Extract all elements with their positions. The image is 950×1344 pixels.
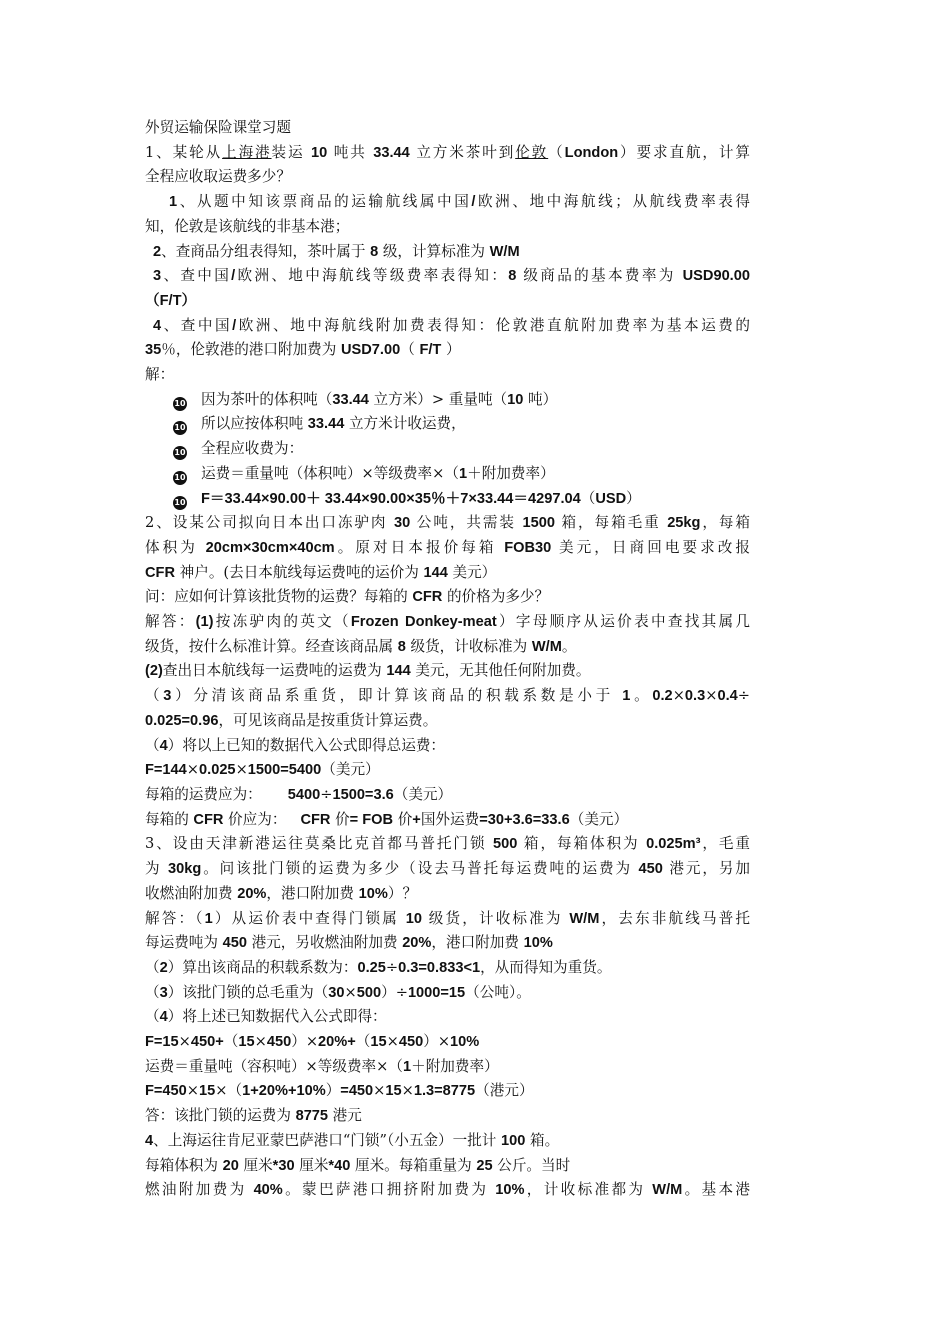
text: (2) (145, 663, 163, 680)
formula: F＝33.44×90.00＋ 33.44×90.00×35％＋7×33.44＝4297.04 (201, 490, 581, 507)
number: 20% (402, 935, 432, 952)
q3-answer-3 (145, 981, 750, 1006)
number: 25kg (667, 515, 701, 532)
text: W/M (569, 910, 600, 927)
q3-line-3 (145, 882, 750, 907)
text: 、设由天津新港运往莫桑比克首都马普托门锁 (154, 835, 494, 853)
text: 燃油附加费为 (145, 1181, 254, 1199)
text: ，从而得知为重货。 (480, 958, 612, 976)
q1-bullet-1 (145, 388, 750, 413)
formula: 1000=15 (407, 984, 466, 1001)
text: ）÷ (381, 983, 408, 1001)
text: 箱，每箱毛重 (554, 514, 668, 532)
text: / (231, 268, 236, 285)
text: 按冻驴肉的英文（ (213, 613, 351, 631)
text: ÷ (737, 687, 750, 705)
text: 级商品的基本费率为 (516, 267, 683, 285)
number: 1 (458, 465, 468, 482)
q2-formula-total (145, 758, 750, 783)
number: 33.44 (307, 416, 345, 433)
text: + (412, 811, 421, 828)
text: FOB30 (504, 539, 552, 556)
text: 因为茶叶的体积吨（ (201, 390, 333, 408)
number: 4 (159, 737, 168, 754)
text: ÷ (320, 785, 333, 803)
text: W/M (489, 243, 520, 260)
text: 所以应按体积吨 (201, 415, 308, 433)
number: 30kg (168, 861, 202, 878)
q2-answer-3-cont (145, 709, 750, 734)
formula: 0.3=0.833<1 (398, 959, 481, 976)
formula: =30+3.6=33.6 (479, 811, 570, 828)
number: 450 (398, 1034, 424, 1051)
text: ） (441, 341, 461, 359)
number: 450 (266, 1034, 292, 1051)
q1-bullet-5 (145, 487, 750, 512)
text: 箱。 (525, 1131, 560, 1149)
text: 。基本港 (682, 1181, 751, 1199)
text: ）从运价表中查得门锁属 (212, 909, 406, 927)
text: = FOB (349, 811, 394, 828)
text: × (235, 761, 248, 779)
text: London (564, 144, 619, 161)
text: 吨） (523, 390, 558, 408)
text: CFR (193, 811, 224, 828)
number: 1 (169, 194, 178, 211)
text: 查出日本航线每一运费吨的运费为 (162, 662, 387, 680)
q3-answer-1 (145, 907, 750, 932)
text: × (254, 1033, 267, 1051)
circled-number-icon: 10 (173, 446, 187, 460)
q1-line-1 (145, 141, 750, 166)
text: （公吨）。 (465, 983, 531, 1001)
q3-formula-1 (145, 1030, 750, 1055)
formula: 1500=5400 (247, 762, 322, 779)
text: CFR (412, 589, 443, 606)
city-london: 伦敦 (515, 143, 549, 161)
text: F/T (419, 342, 442, 359)
text: （ (145, 687, 164, 705)
formula: =450 (340, 1083, 374, 1100)
text: 、查中国 (161, 316, 233, 334)
text: 港元 (328, 1107, 362, 1125)
formula: F=15 (145, 1034, 179, 1051)
text: ）字母顺序从运价表中查找其属几 (496, 613, 750, 631)
formula: 450+ (190, 1034, 224, 1051)
text: 港元，另收燃油附加费 (246, 934, 403, 952)
text: ，可见该商品是按重货计算运费。 (218, 711, 438, 729)
formula: 0.025 (199, 762, 236, 779)
circled-number-icon: 10 (173, 496, 187, 510)
text: 每箱的 (145, 810, 194, 828)
text: 级货，按什么标准计算。经查该商品属 (145, 637, 398, 655)
text: 运费＝重量吨（容积吨）×等级费率×（ (145, 1057, 403, 1075)
text: × (401, 1082, 414, 1100)
text: ，计收标准都为 (524, 1181, 653, 1199)
q1-bullet-2 (145, 412, 750, 437)
text: ，去东非航线马普托 (599, 909, 751, 927)
number: 10 (507, 391, 524, 408)
q1-step-3-cont: （F/T） (145, 292, 197, 309)
number: 4 (153, 317, 162, 334)
number: 0.3 (684, 688, 706, 705)
formula: 1+20%+10% (242, 1083, 326, 1100)
formula: F=144 (145, 762, 187, 779)
q1-step-1-cont: 知，伦敦是该航线的非基本港； (145, 217, 350, 235)
text: W/M (531, 638, 562, 655)
q1-step-4 (145, 314, 750, 339)
q2-answer-4 (145, 734, 750, 759)
text: 答：该批门锁的运费为 (145, 1107, 296, 1125)
text: ） (626, 489, 641, 507)
q4-line-1 (145, 1129, 750, 1154)
text: 。原对日本报价每箱 (334, 538, 505, 556)
text: 级货，计收标准为 (405, 637, 532, 655)
text: 为 (145, 860, 169, 878)
q2-answer-1 (145, 610, 750, 635)
number: *40 (328, 1157, 351, 1174)
q4-line-2 (145, 1154, 750, 1179)
text: 1、某轮从 (145, 143, 223, 161)
text: × (373, 1082, 386, 1100)
q3-conclusion (145, 1104, 750, 1129)
text: ）？ (387, 884, 418, 902)
text: 问：应如何计算该批货物的运费？每箱的 (145, 588, 413, 606)
text: （ (400, 341, 420, 359)
number: 33.44 (332, 391, 369, 408)
q2-per-box-cfr (145, 808, 750, 833)
text: （ (145, 983, 160, 1001)
q1-step-4-cont (145, 338, 750, 363)
text: 欧洲、地中海航线；从航线费率表得 (475, 193, 750, 211)
text: 解答：（ (145, 909, 205, 927)
q4-line-3 (145, 1178, 750, 1203)
number: 8 (397, 638, 406, 655)
q1-bullet-3 (145, 437, 750, 462)
number: 500 (356, 984, 382, 1001)
q3-answer-1-cont (145, 931, 750, 956)
text: ＋附加费率） (411, 1057, 499, 1075)
text: （ (223, 1033, 239, 1051)
text: CFR (145, 564, 175, 581)
number: 1 (402, 1058, 412, 1075)
text: （ (580, 489, 596, 507)
text: ）将上述已知数据代入公式即得： (167, 1008, 387, 1026)
text: （美元） (321, 761, 380, 779)
number: 144 (423, 564, 448, 581)
text: （美元） (569, 810, 629, 828)
text: ）× (291, 1033, 319, 1051)
number: 500 (493, 836, 518, 853)
number: 0.25 (357, 959, 386, 976)
number: 10% (523, 935, 553, 952)
text: 2 (145, 514, 155, 532)
text: ％，伦敦港的港口附加费为 (161, 341, 341, 359)
text: ）× (423, 1033, 451, 1051)
text: USD90.00 (682, 268, 750, 285)
text: 。 (630, 687, 653, 705)
text: 收燃油附加费 (145, 884, 238, 902)
text: 立方米） (368, 390, 432, 408)
number: 10 (405, 910, 422, 927)
text: 每箱体积为 (145, 1156, 223, 1174)
text: 解答： (145, 613, 196, 631)
q1-step-3 (145, 264, 750, 289)
text: 运费＝重量吨（体积吨）×等级费率×（ (201, 464, 459, 482)
q2-per-box-freight (145, 783, 750, 808)
text: 每运费吨为 (145, 934, 223, 952)
q2-question (145, 585, 750, 610)
text: ＋附加费率） (467, 464, 555, 482)
formula: 1.3=8775 (413, 1083, 476, 1100)
number: 40% (253, 1182, 283, 1199)
text: 级货，计收标准为 (421, 909, 570, 927)
text: 吨共 (327, 143, 374, 161)
text: （美元） (393, 785, 453, 803)
number: 2 (153, 243, 162, 260)
text: 价 (393, 810, 413, 828)
text: 、查中国 (161, 267, 232, 285)
text: / (232, 317, 237, 334)
text: 欧洲、地中海航线附加费表得知：伦敦港直航附加费率为基本运费的 (236, 316, 750, 334)
q1-line-2: 全程应收取运费多少？ (145, 168, 291, 186)
number: 0.025m³ (646, 836, 701, 853)
circled-number-icon: 10 (173, 421, 187, 435)
number: 15 (238, 1034, 255, 1051)
text: 的价格为多少？ (442, 588, 550, 606)
q2-line-1 (145, 511, 750, 536)
text: ，每箱 (700, 514, 751, 532)
q3-formula-general (145, 1055, 750, 1080)
text: W/M (652, 1182, 683, 1199)
number: 10% (495, 1182, 525, 1199)
number: 15 (199, 1083, 216, 1100)
text: 箱，每箱体积为 (517, 835, 647, 853)
text: ×（ (215, 1082, 243, 1100)
text: 级，计算标准为 (378, 242, 490, 260)
text: 、查商品分组表得知，茶叶属于 (161, 242, 371, 260)
q2-answer-3 (145, 684, 750, 709)
number: 8775 (295, 1108, 329, 1125)
number: 10% (358, 885, 388, 902)
number: 5400 (287, 786, 321, 803)
q2-answer-2 (145, 659, 750, 684)
text: 体积为 (145, 538, 206, 556)
number: 3 (153, 268, 162, 285)
number: 3 (163, 688, 172, 705)
document-page (145, 116, 750, 1203)
number: 33.44 (373, 144, 410, 161)
text: 厘米 (238, 1156, 273, 1174)
q1-bullet-4 (145, 462, 750, 487)
text: 、上海运往肯尼亚蒙巴萨港口“门锁”（小五金）一批计 (153, 1131, 502, 1149)
formula: F=450 (145, 1083, 187, 1100)
number: 1 (622, 688, 631, 705)
number: 10 (311, 144, 328, 161)
text: （ (145, 958, 160, 976)
text: 厘米 (294, 1156, 329, 1174)
number: 15 (370, 1034, 387, 1051)
q2-answer-1-cont (145, 635, 750, 660)
text: ）该批门锁的总毛重为（ (167, 983, 329, 1001)
text: ，港口附加费 (266, 884, 359, 902)
text: 装运 (271, 143, 312, 161)
text: × (672, 687, 685, 705)
text: 美元） (447, 563, 497, 581)
number: 0.2 (652, 688, 673, 705)
text: 全程应收费为： (201, 440, 304, 458)
text: CFR (300, 811, 331, 828)
text: ）分清该商品系重货，即计算该商品的积载系数是小于 (171, 687, 623, 705)
text: 3 (145, 835, 155, 853)
text: 每箱的运费应为： (145, 785, 262, 803)
text: ）算出该商品的积载系数为： (167, 958, 358, 976)
circled-number-icon: 10 (173, 471, 187, 485)
number: *30 (272, 1157, 295, 1174)
number: 144 (386, 663, 411, 680)
number: 30 (328, 984, 345, 1001)
text: 。蒙巴萨港口拥挤附加费为 (282, 1181, 496, 1199)
text: 国外运费 (420, 810, 480, 828)
text: （ (145, 1008, 160, 1026)
circled-number-icon: 10 (173, 397, 187, 411)
text: 港元，另加 (662, 860, 750, 878)
number: 25 (476, 1157, 493, 1174)
formula: 20%+ (318, 1034, 356, 1051)
text: 、从题中知该票商品的运输航线属中国 (177, 193, 472, 211)
number: 100 (501, 1132, 526, 1149)
text: × (186, 761, 200, 779)
q2-line-3 (145, 561, 750, 586)
text: × (178, 1033, 191, 1051)
text: 公吨，共需装 (410, 514, 523, 532)
text: × (705, 687, 718, 705)
text: Frozen Donkey-meat (350, 614, 497, 631)
q2-line-2 (145, 536, 750, 561)
text: 价 (330, 810, 350, 828)
number: 20 (222, 1157, 239, 1174)
text: 价应为： (223, 810, 287, 828)
number: 20cm×30cm×40cm (205, 539, 335, 556)
number: 3 (159, 984, 168, 1001)
number: 450 (222, 935, 247, 952)
text: (1) (195, 614, 214, 631)
number: 20% (237, 885, 267, 902)
text: 厘米。每箱重量为 (350, 1156, 477, 1174)
number: 30 (394, 515, 411, 532)
number: 35 (145, 342, 162, 359)
q3-answer-4 (145, 1005, 750, 1030)
text: ）将以上已知的数据代入公式即得总运费： (167, 736, 446, 754)
port-shanghai: 上海港 (222, 143, 272, 161)
q3-formula-2 (145, 1079, 750, 1104)
number: 1500 (522, 515, 555, 532)
text: 立方米计收运费， (344, 415, 466, 433)
text: > 重量吨（ (431, 390, 508, 408)
text: （港元） (475, 1082, 534, 1100)
q1-solution-label: 解： (145, 366, 175, 384)
text: 美元，日商回电要求改报 (551, 538, 751, 556)
text: ，港口附加费 (431, 934, 524, 952)
text: ，毛重 (700, 835, 750, 853)
q3-line-2 (145, 857, 750, 882)
number: 2 (159, 959, 168, 976)
text: 。问该批门锁的运费为多少（设去马普托每运费吨的运费为 (201, 860, 639, 878)
number: 10% (450, 1034, 480, 1051)
number: 0.4 (717, 688, 738, 705)
formula: 1500=3.6 (332, 786, 394, 803)
number: 8 (370, 243, 379, 260)
text: （ (355, 1033, 371, 1051)
number: 8 (508, 268, 517, 285)
q3-line-1 (145, 832, 750, 857)
text: （ (548, 143, 565, 161)
number: 450 (638, 861, 663, 878)
text: USD (595, 490, 627, 507)
text: （ (145, 736, 160, 754)
q1-step-2 (145, 240, 750, 265)
number: 4 (159, 1009, 168, 1026)
text: × (344, 983, 357, 1001)
text: × (186, 1082, 200, 1100)
document-title: 外贸运输保险课堂习题 (145, 119, 291, 136)
q1-step-1 (145, 190, 750, 215)
text: 立方米茶叶到 (409, 143, 516, 161)
text: USD7.00 (341, 342, 401, 359)
text: 神户。(去日本航线每运费吨的运价为 (175, 563, 424, 581)
text: 欧洲、地中海航线等级费率表得知： (235, 267, 509, 285)
text: 。 (561, 637, 577, 655)
text: ）要求直航，计算 (618, 143, 750, 161)
text: × (386, 1033, 399, 1051)
number: 4 (145, 1132, 154, 1149)
number: 1 (204, 910, 213, 927)
text: / (471, 194, 476, 211)
text: 美元，无其他任何附加费。 (410, 662, 591, 680)
q3-answer-2 (145, 956, 750, 981)
number: 15 (385, 1083, 402, 1100)
text: ÷ (385, 958, 399, 976)
text: 、设某公司拟向日本出口冻驴肉 (154, 514, 395, 532)
formula: 0.025=0.96 (145, 712, 219, 729)
text: 公斤。当时 (492, 1156, 571, 1174)
text: ） (325, 1082, 341, 1100)
